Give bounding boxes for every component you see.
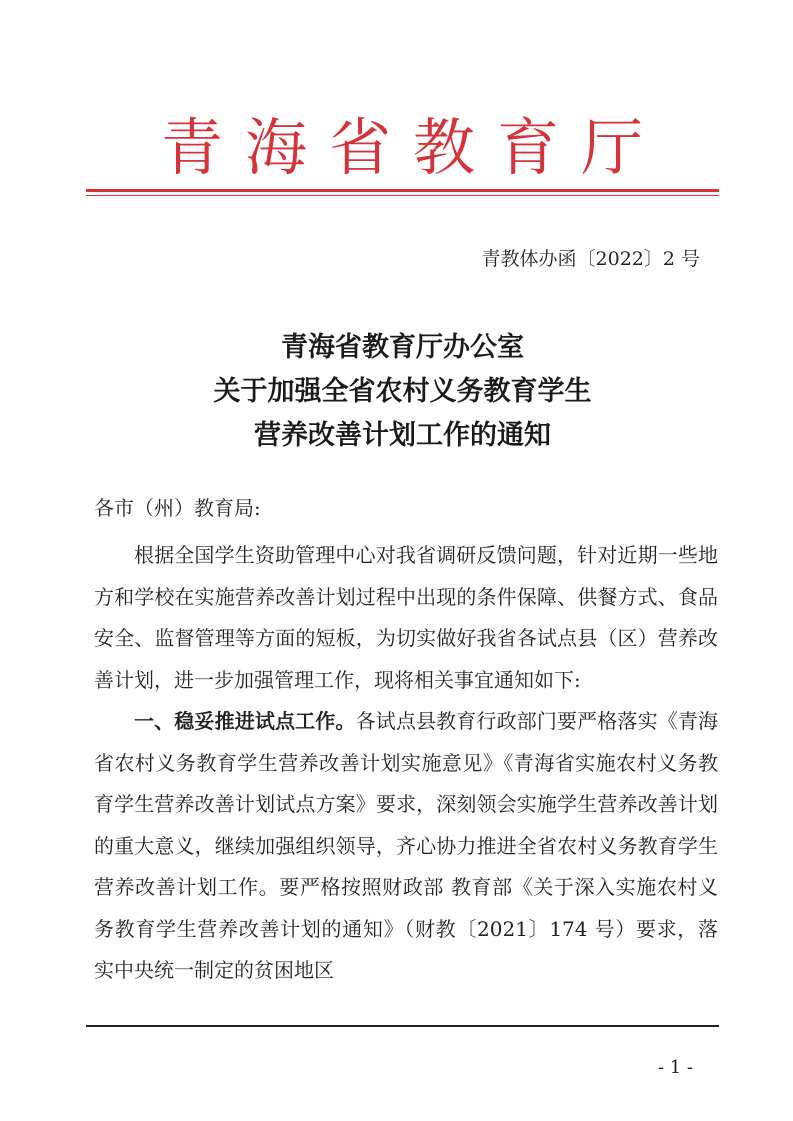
footer-rule [86, 1025, 719, 1027]
section-1-body: 各试点县教育行政部门要严格落实《青海省农村义务教育学生营养改善计划实施意见》《青海省实施农村义务教育学生营养改善计划试点方案》要求，深刻领会实施学生营养改善计划的重大意义，继续加强组织领导，齐心协力推进全省农村义务教育学生营养改善计划工作。要严格按照财政部 教育部《关于深入实施农村义务教育学生营养改善计划的通知》（财教〔2021〕174 号）要求，落实中央统一制定的贫困地区 [94, 709, 719, 982]
salutation: 各市（州）教育局: [94, 496, 261, 520]
document-title-line-2: 关于加强全省农村义务教育学生 [213, 376, 592, 407]
letterhead-org-name: 青海省教育厅 [160, 111, 665, 184]
document-title-line-1: 青海省教育厅办公室 [281, 332, 524, 363]
document-body [94, 535, 718, 992]
section-1-heading: 一、稳妥推进试点工作。 [134, 709, 356, 733]
document-title-line-3: 营养改善计划工作的通知 [254, 420, 551, 451]
document-title [86, 326, 719, 458]
paragraph-intro: 根据全国学生资助管理中心对我省调研反馈问题，针对近期一些地方和学校在实施营养改善计划过程中出现的条件保障、供餐方式、食品安全、监督管理等方面的短板，为切实做好我省各试点县（区）营养改善计划，进一步加强管理工作，现将相关事宜通知如下: [94, 543, 718, 692]
paragraph-section-1 [94, 701, 718, 992]
letterhead-red-rule-thin [86, 195, 719, 196]
page-number: - 1 - [657, 1057, 693, 1078]
letterhead-red-rule-thick [86, 189, 719, 192]
document-number: 青教体办函〔2022〕2 号 [481, 248, 700, 270]
